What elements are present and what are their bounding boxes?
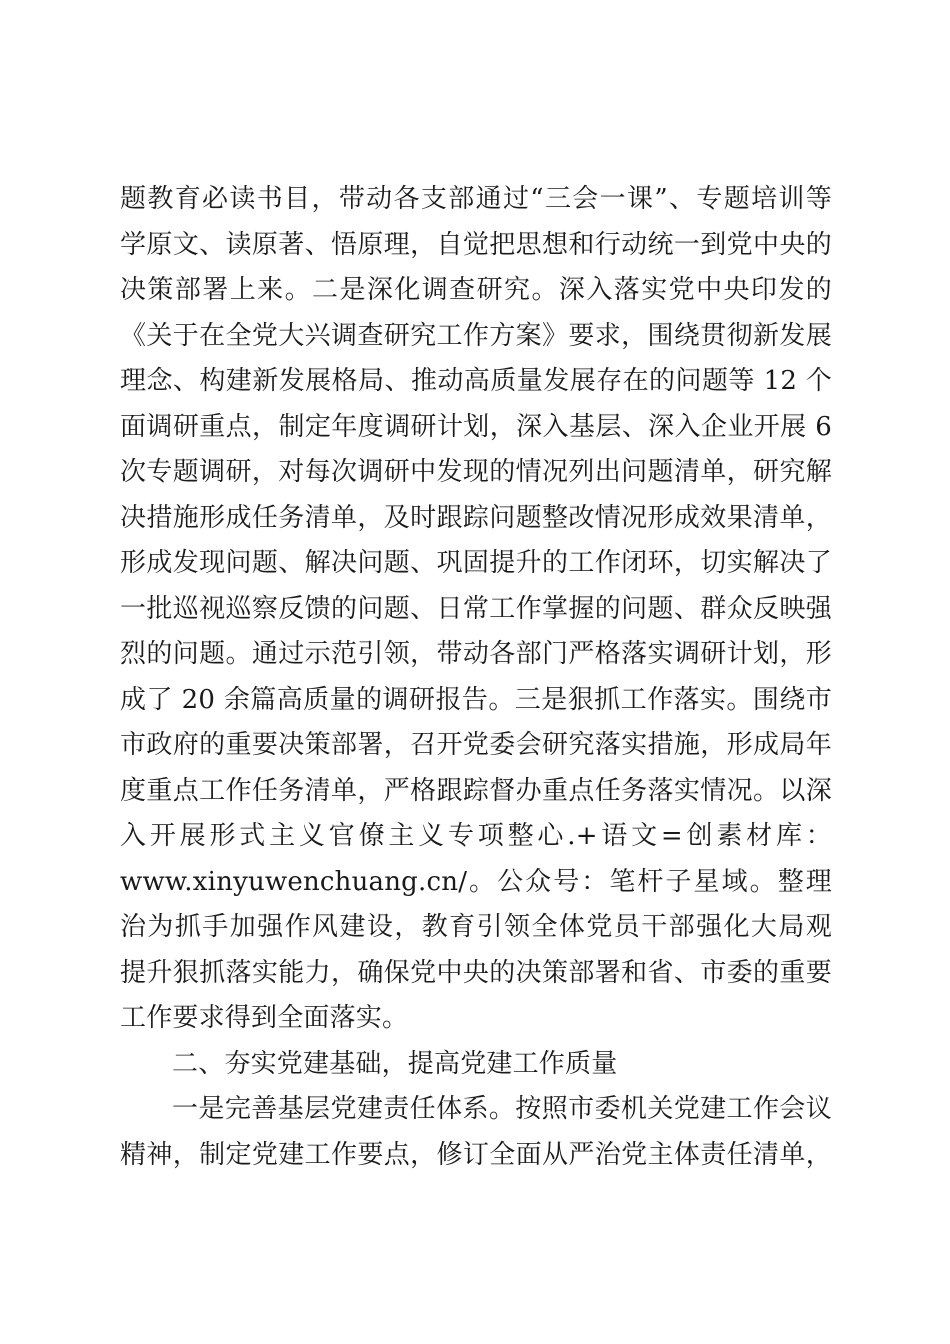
body-text bbox=[120, 177, 832, 1178]
text-line: 二、夯实党建基础，提高党建工作质量 bbox=[172, 1048, 618, 1079]
text-line: 次专题调研，对每次调研中发现的情况列出问题清单，研究解 bbox=[120, 457, 832, 487]
text-line: 精神，制定党建工作要点，修订全面从严治党主体责任清单， bbox=[120, 1139, 832, 1170]
text-line: 市政府的重要决策部署，召开党委会研究落实措施，形成局年 bbox=[120, 730, 832, 760]
text-line: 一批巡视巡察反馈的问题、日常工作掌握的问题、群众反映强 bbox=[120, 593, 832, 624]
text-line: 治为抓手加强作风建设，教育引领全体党员干部强化大局观 bbox=[120, 912, 832, 942]
text-line: 提升狠抓落实能力，确保党中央的决策部署和省、市委的重要 bbox=[120, 957, 832, 988]
text-line: 决措施形成任务清单，及时跟踪问题整改情况形成效果清单， bbox=[120, 502, 832, 533]
text-line: 入开展形式主义官僚主义专项整心.+语文=创素材库： bbox=[120, 821, 832, 851]
text-line: 成了 20 余篇高质量的调研报告。三是狠抓工作落实。围绕市 bbox=[120, 684, 832, 715]
text-line: www.xinyuwenchuang.cn/。公众号：笔杆子星域。整理 bbox=[120, 866, 832, 897]
text-line: 学原文、读原著、悟原理，自觉把思想和行动统一到党中央的 bbox=[120, 229, 832, 260]
text-line: 形成发现问题、解决问题、巩固提升的工作闭环，切实解决了 bbox=[120, 548, 832, 578]
text-line: 烈的问题。通过示范引领，带动各部门严格落实调研计划，形 bbox=[120, 639, 832, 669]
text-line: 决策部署上来。二是深化调查研究。深入落实党中央印发的 bbox=[120, 275, 832, 305]
text-line: 题教育必读书目，带动各支部通过“三会一课”、专题培训等 bbox=[120, 184, 832, 214]
text-line: 面调研重点，制定年度调研计划，深入基层、深入企业开展 6 bbox=[120, 411, 832, 442]
text-line: 工作要求得到全面落实。 bbox=[120, 1003, 409, 1033]
text-line: 度重点工作任务清单，严格跟踪督办重点任务落实情况。以深 bbox=[120, 775, 832, 806]
text-line: 理念、构建新发展格局、推动高质量发展存在的问题等 12 个 bbox=[120, 366, 832, 396]
text-line: 《关于在全党大兴调查研究工作方案》要求，围绕贯彻新发展 bbox=[120, 320, 832, 351]
text-line: 一是完善基层党建责任体系。按照市委机关党建工作会议 bbox=[172, 1094, 832, 1124]
